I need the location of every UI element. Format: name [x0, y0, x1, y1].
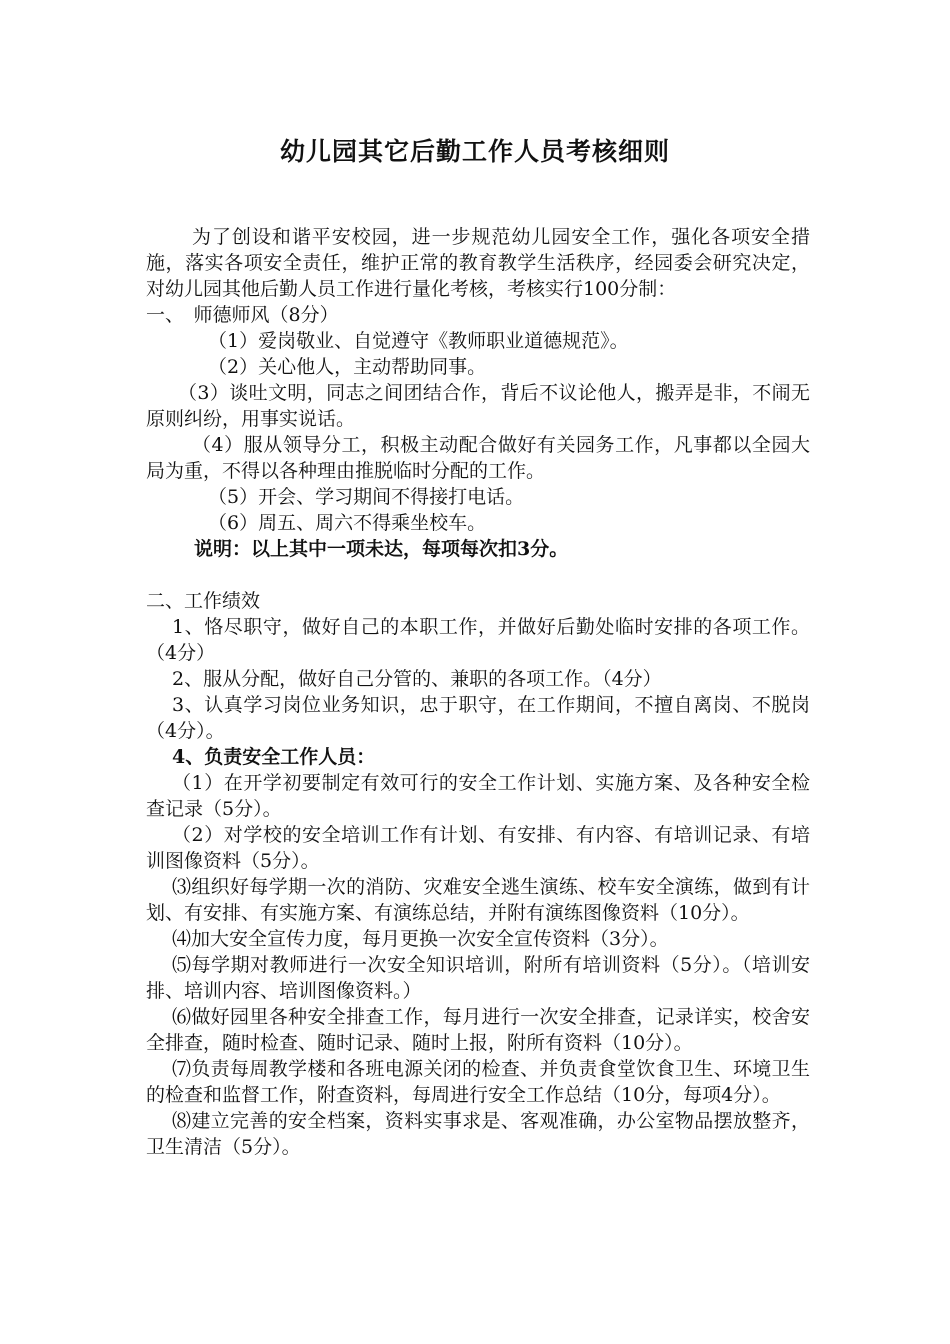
safety-item: ⑷加大安全宣传力度，每月更换一次安全宣传资料（3分）。	[172, 928, 669, 950]
safety-item: （1）在开学初要制定有效可行的安全工作计划、实施方案、及各种安全检查记录（5分）。	[146, 772, 810, 820]
intro-paragraph: 为了创设和谐平安校园，进一步规范幼儿园安全工作，强化各项安全措施，落实各项安全责任，维护正常的教育教学生活秩序，经园委会研究决定，对幼儿园其他后勤人员工作进行量化考核，考核实行100分制：	[146, 226, 810, 300]
section1-item: （4）服从领导分工，积极主动配合做好有关园务工作，凡事都以全园大局为重，不得以各种理由推脱临时分配的工作。	[146, 434, 810, 482]
section2-item: 2、服从分配，做好自己分管的、兼职的各项工作。（4分）	[172, 668, 662, 690]
safety-item: ⑺负责每周教学楼和各班电源关闭的检查、并负责食堂饮食卫生、环境卫生的检查和监督工作，附查资料，每周进行安全工作总结（10分，每项4分）。	[146, 1058, 810, 1106]
section1-item: （6）周五、周六不得乘坐校车。	[208, 512, 487, 534]
section1-item: （2）关心他人，主动帮助同事。	[208, 356, 487, 378]
section1-note: 说明：以上其中一项未达，每项每次扣3分。	[194, 538, 569, 560]
section1-heading: 一、 师德师风（8分）	[146, 304, 339, 326]
section2-heading: 二、工作绩效	[146, 590, 261, 612]
safety-item: ⑻建立完善的安全档案，资料实事求是、客观准确，办公室物品摆放整齐，卫生清洁（5分）。	[146, 1110, 810, 1158]
section2-item: 3、认真学习岗位业务知识，忠于职守，在工作期间，不擅自离岗、不脱岗（4分）。	[146, 694, 810, 742]
safety-item: ⑶组织好每学期一次的消防、灾难安全逃生演练、校车安全演练，做到有计划、有安排、有实施方案、有演练总结，并附有演练图像资料（10分）。	[146, 876, 810, 924]
document-body	[146, 224, 810, 1160]
section1-item: （3）谈吐文明，同志之间团结合作，背后不议论他人，搬弄是非，不闹无原则纠纷，用事实说话。	[146, 382, 810, 430]
spacer	[146, 562, 810, 588]
section1-item: （1）爱岗敬业、自觉遵守《教师职业道德规范》。	[208, 330, 629, 352]
safety-item: ⑸每学期对教师进行一次安全知识培训，附所有培训资料（5分）。（培训安排、培训内容、培训图像资料。）	[146, 954, 810, 1002]
document-title: 幼儿园其它后勤工作人员考核细则	[279, 137, 670, 166]
section1-item: （5）开会、学习期间不得接打电话。	[208, 486, 525, 508]
section2-item: 1、恪尽职守，做好自己的本职工作，并做好后勤处临时安排的各项工作。（4分）	[146, 616, 810, 664]
safety-item: ⑹做好园里各种安全排查工作，每月进行一次安全排查，记录详实，校舍安全排查，随时检查、随时记录、随时上报，附所有资料（10分）。	[146, 1006, 810, 1054]
safety-item: （2）对学校的安全培训工作有计划、有安排、有内容、有培训记录、有培训图像资料（5分）。	[146, 824, 810, 872]
section2-item4-heading: 4、负责安全工作人员：	[172, 746, 376, 768]
